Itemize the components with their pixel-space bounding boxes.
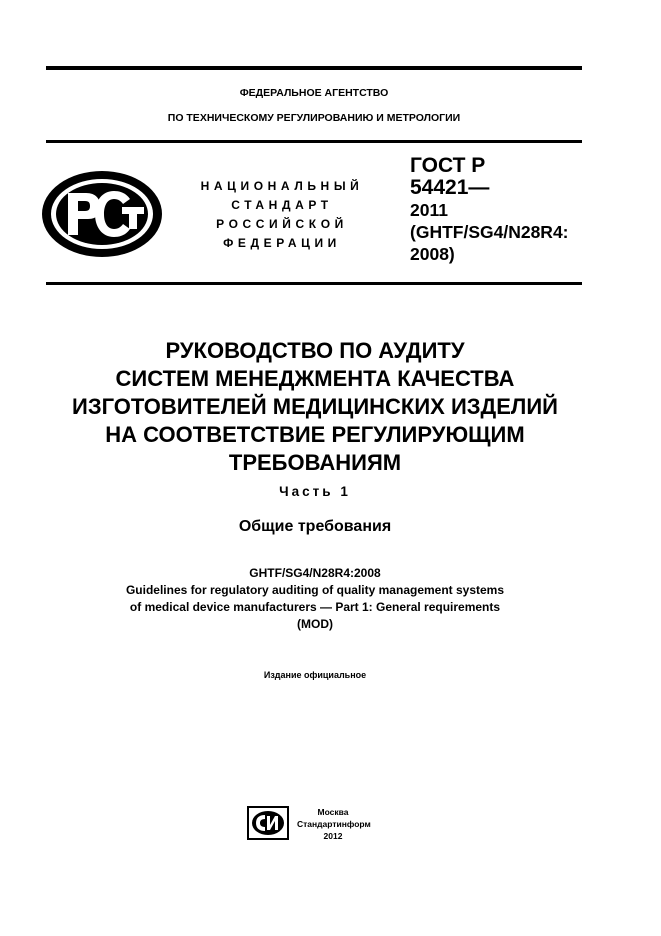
designation-line-4: (GHTF/SG4/N28R4: [410, 222, 569, 242]
part-number: Часть 1 [279, 484, 351, 499]
designation-line-5: 2008) [410, 244, 455, 264]
gost-r-logo-icon [40, 169, 164, 259]
national-standard-line-4: ФЕДЕРАЦИИ [223, 236, 341, 250]
imprint-publisher: Стандартинформ [297, 819, 371, 829]
english-line-3: of medical device manufacturers — Part 1: General requirements [129, 600, 501, 614]
national-standard-line-2: СТАНДАРТ [231, 198, 333, 212]
designation-line-1: ГОСТ Р [410, 154, 486, 177]
title-line-3: ИЗГОТОВИТЕЛЕЙ МЕДИЦИНСКИХ ИЗДЕЛИЙ [72, 394, 558, 419]
imprint-city: Москва [317, 807, 349, 817]
agency-line-1: ФЕДЕРАЛЬНОЕ АГЕНТСТВО [239, 87, 389, 99]
publisher-logo [247, 806, 289, 845]
english-line-4: (MOD) [297, 617, 333, 631]
designation-line-2: 54421— [410, 176, 490, 199]
title-line-5: ТРЕБОВАНИЯМ [228, 450, 402, 475]
english-title [60, 565, 570, 633]
imprint-year: 2012 [323, 831, 343, 841]
title-line-1: РУКОВОДСТВО ПО АУДИТУ [165, 338, 465, 363]
title-line-2: СИСТЕМ МЕНЕДЖМЕНТА КАЧЕСТВА [115, 366, 515, 391]
english-line-2: Guidelines for regulatory auditing of quality management systems [125, 583, 505, 597]
imprint [297, 806, 369, 842]
part-subtitle: Общие требования [238, 518, 392, 535]
national-standard-block [186, 177, 378, 253]
standartinform-logo-icon [247, 806, 289, 840]
national-standard-line-3: РОССИЙСКОЙ [216, 217, 348, 231]
edition-label: Издание официальное [263, 670, 367, 680]
top-rule [46, 66, 582, 70]
title-line-4: НА СООТВЕТСТВИЕ РЕГУЛИРУЮЩИМ [105, 422, 525, 447]
standard-designation [410, 155, 569, 265]
designation-rule [46, 282, 582, 285]
national-standard-line-1: НАЦИОНАЛЬНЫЙ [200, 179, 364, 193]
agency-line-2: ПО ТЕХНИЧЕСКОМУ РЕГУЛИРОВАНИЮ И МЕТРОЛОГИИ [167, 112, 461, 124]
designation-line-3: 2011 [410, 200, 448, 220]
english-line-1: GHTF/SG4/N28R4:2008 [249, 566, 381, 580]
document-title [60, 337, 570, 477]
gost-r-logo [40, 169, 164, 264]
header-rule [46, 140, 582, 143]
